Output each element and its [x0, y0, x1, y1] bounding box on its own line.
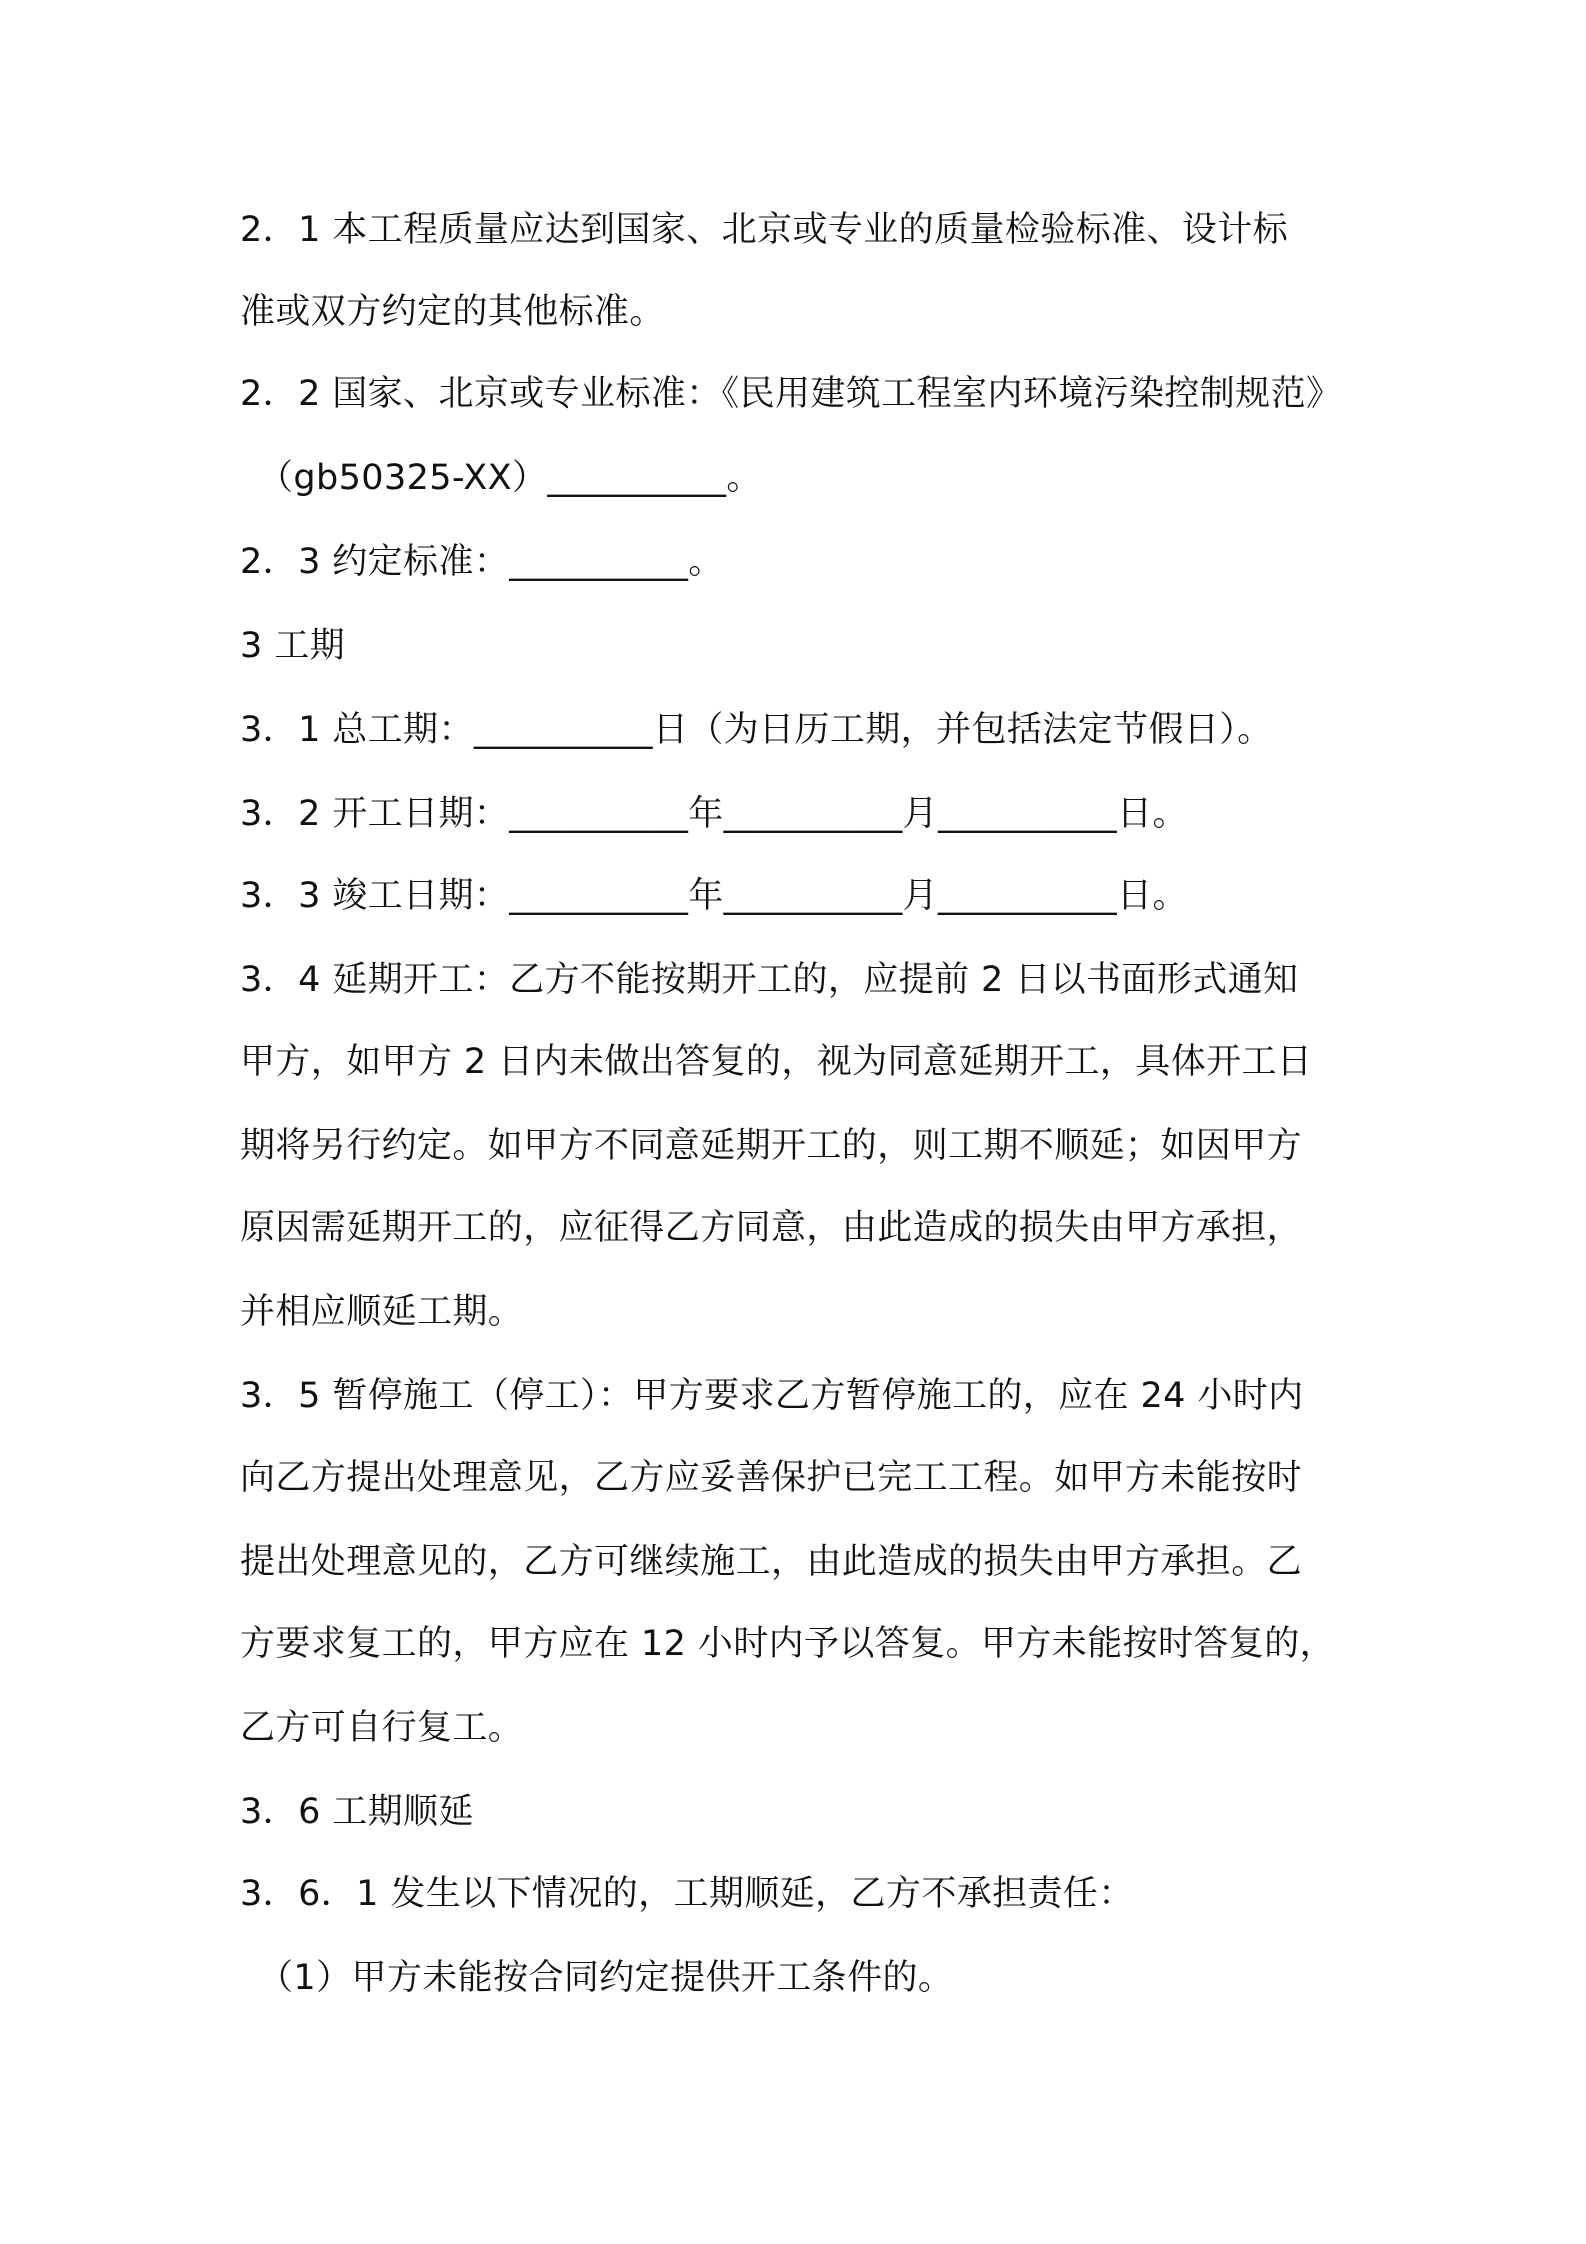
clause-3-5-line-5: 乙方可自行复工。 — [240, 1708, 524, 1748]
clause-2-3: 2．3 约定标准：__________。 — [240, 542, 724, 582]
clause-3-5-line-3: 提出处理意见的，乙方可继续施工，由此造成的损失由甲方承担。乙 — [240, 1542, 1303, 1582]
clause-3-2: 3．2 开工日期：__________年__________月__________日。 — [240, 794, 1188, 834]
section-3-heading: 3 工期 — [240, 626, 345, 666]
clause-2-2-line-1: 2．2 国家、北京或专业标准：《民用建筑工程室内环境污染控制规范》 — [240, 374, 1342, 414]
clause-3-6-heading: 3．6 工期顺延 — [240, 1792, 474, 1832]
clause-3-4-line-4: 原因需延期开工的，应征得乙方同意，由此造成的损失由甲方承担， — [240, 1208, 1303, 1248]
clause-3-5-line-1: 3．5 暂停施工（停工）：甲方要求乙方暂停施工的，应在 24 小时内 — [240, 1376, 1304, 1416]
clause-3-6-1: 3．6．1 发生以下情况的，工期顺延，乙方不承担责任： — [240, 1874, 1134, 1914]
clause-3-4-line-3: 期将另行约定。如甲方不同意延期开工的，则工期不顺延；如因甲方 — [240, 1126, 1303, 1166]
clause-3-1: 3．1 总工期：__________日（为日历工期，并包括法定节假日）。 — [240, 710, 1273, 750]
clause-3-4-line-1: 3．4 延期开工：乙方不能按期开工的，应提前 2 日以书面形式通知 — [240, 960, 1299, 1000]
clause-3-5-line-4: 方要求复工的，甲方应在 12 小时内予以答复。甲方未能按时答复的， — [240, 1624, 1335, 1664]
clause-2-2-line-2: （gb50325-XX）__________。 — [258, 458, 762, 498]
clause-3-3: 3．3 竣工日期：__________年__________月__________日。 — [240, 876, 1188, 916]
clause-2-1-line-2: 准或双方约定的其他标准。 — [240, 292, 665, 332]
list-item-1: （1）甲方未能按合同约定提供开工条件的。 — [258, 1958, 954, 1998]
clause-3-4-line-2: 甲方，如甲方 2 日内未做出答复的，视为同意延期开工，具体开工日 — [240, 1042, 1313, 1082]
clause-2-1-line-1: 2．1 本工程质量应达到国家、北京或专业的质量检验标准、设计标 — [240, 210, 1289, 250]
clause-3-4-line-5: 并相应顺延工期。 — [240, 1292, 524, 1332]
clause-3-5-line-2: 向乙方提出处理意见，乙方应妥善保护已完工工程。如甲方未能按时 — [240, 1458, 1303, 1498]
